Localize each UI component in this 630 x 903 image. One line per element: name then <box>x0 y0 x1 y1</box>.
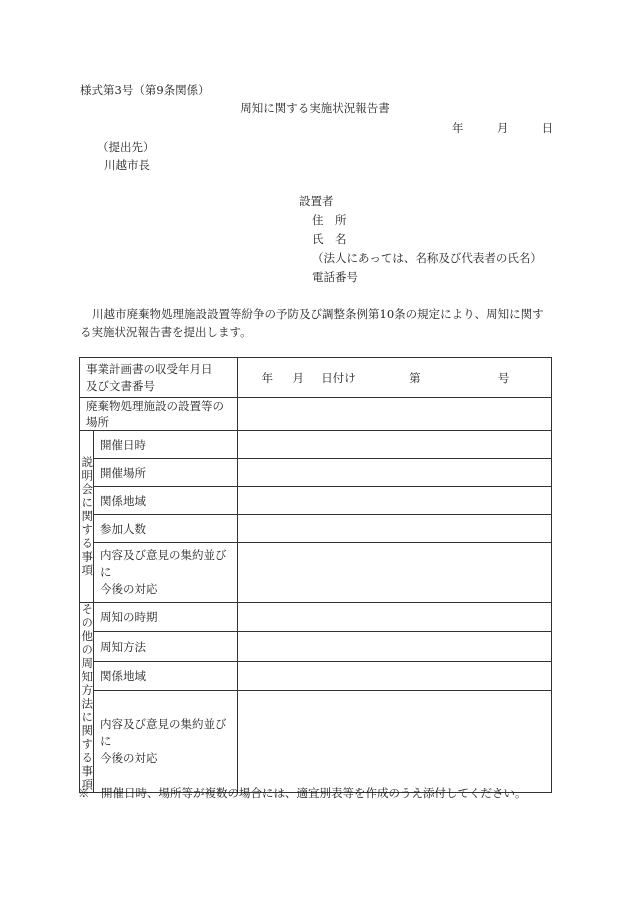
table-row <box>80 358 552 398</box>
ref-go: 号 <box>497 370 510 385</box>
form-title: 周知に関する実施状況報告書 <box>240 101 390 115</box>
ref-month: 月 <box>292 370 304 385</box>
briefing-venue-field[interactable] <box>238 459 552 487</box>
briefing-area-label: 関係地域 <box>94 487 238 515</box>
briefing-venue-label: 開催場所 <box>94 459 238 487</box>
table-row <box>80 603 552 632</box>
table-row <box>80 515 552 543</box>
recipient: 川越市長 <box>104 158 150 172</box>
report-table <box>79 357 552 793</box>
plan-received-label: 事業計画書の収受年月日 及び文書番号 <box>80 358 238 398</box>
table-row <box>80 543 552 603</box>
form-number: 様式第3号（第9条関係） <box>80 83 210 97</box>
notice-method-field[interactable] <box>238 632 552 661</box>
table-row <box>80 398 552 431</box>
date-month: 月 <box>496 121 509 135</box>
date-year: 年 <box>452 121 464 135</box>
briefing-attendees-label: 参加人数 <box>94 515 238 543</box>
location-field[interactable] <box>238 398 552 431</box>
location-label: 廃棄物処理施設の設置等の場所 <box>80 398 238 431</box>
notice-area-label: 関係地域 <box>94 661 238 690</box>
notice-period-field[interactable] <box>238 603 552 632</box>
date-day: 日 <box>541 121 554 135</box>
briefing-content-field[interactable] <box>238 543 552 603</box>
notice-period-label: 周知の時期 <box>94 603 238 632</box>
plan-reference-field[interactable] <box>238 358 552 398</box>
table-row <box>80 431 552 459</box>
footnote: ※ 開催日時、場所等が複数の場合には、適宜別表等を作成のうえ添付してください。 <box>78 786 527 800</box>
notice-area-field[interactable] <box>238 661 552 690</box>
date-line <box>452 120 553 136</box>
installer-label: 設置者 <box>299 194 334 208</box>
table-row <box>80 691 552 793</box>
table-row <box>80 632 552 661</box>
table-row <box>80 487 552 515</box>
section-briefing-label: 説明会に関する事項 <box>80 431 94 603</box>
briefing-content-label: 内容及び意見の集約並びに 今後の対応 <box>94 543 238 603</box>
notice-method-label: 周知方法 <box>94 632 238 661</box>
briefing-datetime-field[interactable] <box>238 431 552 459</box>
ref-dai: 第 <box>409 370 421 385</box>
briefing-attendees-field[interactable] <box>238 515 552 543</box>
name-label: 氏 名 <box>312 232 347 246</box>
ref-year: 年 <box>261 370 274 385</box>
ref-dated: 日付け <box>321 370 356 385</box>
address-label: 住 所 <box>312 213 347 227</box>
table-row <box>80 661 552 690</box>
briefing-datetime-label: 開催日時 <box>94 431 238 459</box>
table-row <box>80 459 552 487</box>
recipient-label: （提出先） <box>97 140 155 154</box>
corporate-note: （法人にあっては、名称及び代表者の氏名） <box>312 251 542 265</box>
phone-label: 電話番号 <box>312 270 358 284</box>
section-other-methods-label: その他の周知方法に関する事項 <box>80 603 95 792</box>
submission-statement: 川越市廃棄物処理施設設置等紛争の予防及び調整条例第10条の規定により、周知に関する実施状況報告書を提出します。 <box>80 307 544 339</box>
briefing-area-field[interactable] <box>238 487 552 515</box>
notice-content-label: 内容及び意見の集約並びに 今後の対応 <box>94 691 238 793</box>
notice-content-field[interactable] <box>238 691 552 793</box>
